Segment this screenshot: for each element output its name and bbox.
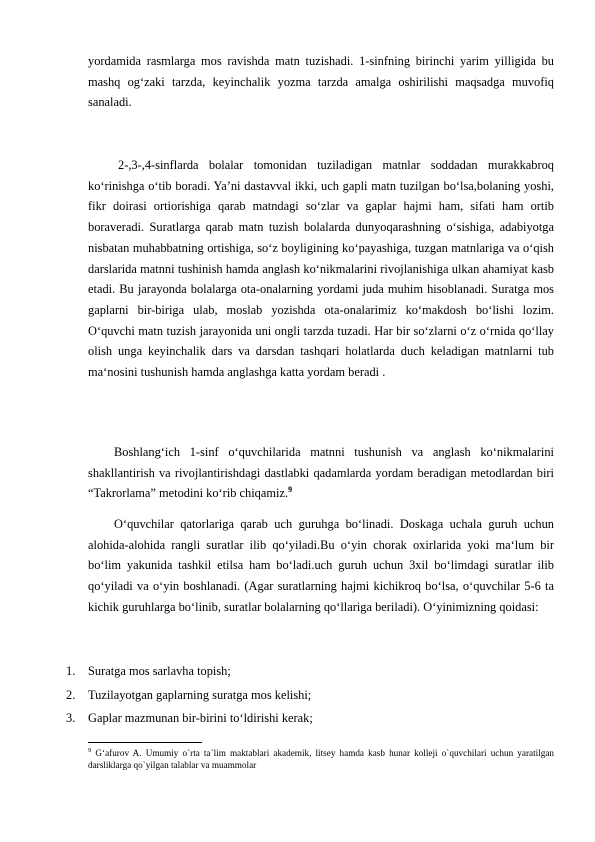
footnote-number: 9 — [88, 746, 92, 754]
footnote-divider — [88, 742, 202, 743]
footnote — [88, 748, 554, 771]
paragraph-takrorlama-method — [88, 442, 554, 504]
paragraph-game-description: O‘quvchilar qatorlariga qarab uch guruhga bo‘linadi. Doskaga uchala guruh uchun alohida-alohida rangli suratlar ilib qo‘yiladi.Bu o‘yin chorak oxirlarida yoki ma‘lum bir bo‘lim yakunida tashkil etilsa ham bo‘ladi.uch guruh uchun 3xil bo‘limdagi suratlar ilib qo‘yiladi va o‘yin boshlanadi. (Agar suratlarning hajmi kichikroq bo‘lsa, o‘quvchilar 5-6 ta kichik guruhlarga bo‘linib, suratlar bolalarning qo‘llariga beriladi). O‘yinimizning qoidasi: — [88, 517, 554, 614]
rules-list — [66, 661, 554, 732]
footnote-reference[interactable]: 9 — [288, 485, 293, 495]
list-number: 3. — [66, 711, 76, 726]
list-number: 2. — [66, 687, 76, 702]
list-item — [66, 685, 554, 709]
list-item-text: Gaplar mazmunan bir-birini to‘ldirishi kerak; — [88, 711, 313, 726]
list-number: 1. — [66, 664, 76, 678]
list-item — [66, 661, 554, 685]
list-item — [66, 708, 554, 732]
footnote-text: G‘afurov A. Umumiy o`rta ta`lim maktablari akademik, litsey hamda kasb hunar kolleji o`quvchilari uchun yaratilgan darsliklarga qo`yilgan talablar va muammolar — [88, 748, 555, 770]
list-item-text: Suratga mos sarlavha topish; — [88, 664, 231, 678]
paragraph-grades-2-4: 2-,3-,4-sinflarda bolalar tomonidan tuziladigan matnlar soddadan murakkabroq ko‘rinishga o‘tib boradi. Ya’ni dastavval ikki, uch gapli matn tuzilgan bo‘lsa,bolaning yoshi, fikr doirasi ortiorishiga qarab matndagi so‘zlar va gaplar hajmi ham, sifati ham ortib boraveradi. Suratlarga qarab matn tuzish bolalarda dunyoqarashning o‘sishiga, adabiyotga nisbatan muhabbatning ortishiga, so‘z boyligining ko‘payashiga, tuzgan matnlariga va o‘qish darslarida matnni tushinish hamda anglash ko‘nikmalarini rivojlanishiga ulkan ahamiyat kasb etadi. Bu jarayonda bolalarga ota-onalarning yordami juda muhim hisoblanadi. Suratga mos gaplarni bir-biriga ulab, moslab yozishda ota-onalarimiz ko‘makdosh bo‘lishi lozim. O‘quvchi matn tuzish jarayonida uni ongli tarzda tuzadi. Har bir so‘zlarni o‘z o‘rnida qo‘llay olish unga keyinchalik dars va darsdan tashqari holatlarda duch keladigan matnlarni tub ma‘nosini tushunish hamda anglashga katta yordam beradi . — [88, 158, 554, 380]
list-item-text: Tuzilayotgan gaplarning suratga mos kelishi; — [88, 687, 312, 702]
paragraph-intro: yordamida rasmlarga mos ravishda matn tuzishadi. 1-sinfning birinchi yarim yilligida bu mashq og‘zaki tarzda, keyinchalik yozma tarzda amalga oshirilishi maqsadga muvofiq sanaladi. — [88, 54, 554, 110]
paragraph-takrorlama-text: Boshlang‘ich 1-sinf o‘quvchilarida matnni tushunish va anglash ko‘nikmalarini shakllantirish va rivojlantirishdagi dastlabki qadamlarda yordam beradigan metodlardan biri “Takrorlama” metodini ko‘rib chiqamiz. — [88, 445, 554, 501]
